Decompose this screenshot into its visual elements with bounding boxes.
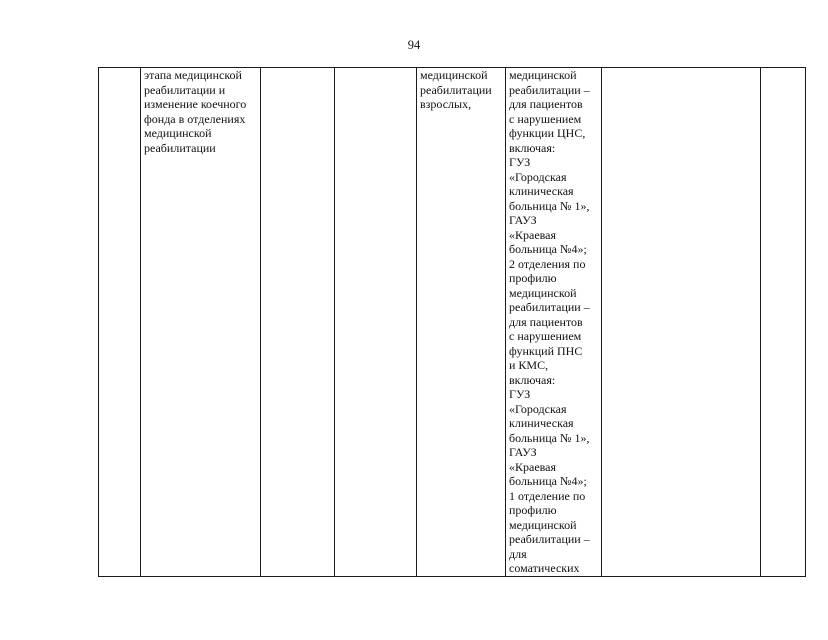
table-cell-col4 (335, 68, 417, 577)
table-cell-col1 (99, 68, 141, 577)
document-table (98, 67, 806, 577)
table-cell-col8 (761, 68, 806, 577)
table-cell-col7 (602, 68, 761, 577)
table-row (99, 68, 806, 577)
table-cell-col5: медицинской реабилитации взрослых, (417, 68, 506, 577)
table-cell-col6: медицинской реабилитации – для пациентов с нарушением функции ЦНС, включая: ГУЗ «Городская клиническая больница № 1», ГАУЗ «Краевая больница №4»; 2 отделения по профилю медицинской реабилитации – для пациентов с нарушением функций ПНС и КМС, включая: ГУЗ «Городская клиническая больница № 1», ГАУЗ «Краевая больница №4»; 1 отделение по профилю медицинской реабилитации – для соматических (506, 68, 602, 577)
page-number: 94 (407, 38, 421, 52)
table-cell-col2: этапа медицинской реабилитации и изменение коечного фонда в отделениях медицинской реабилитации (141, 68, 261, 577)
table-cell-col3 (261, 68, 335, 577)
